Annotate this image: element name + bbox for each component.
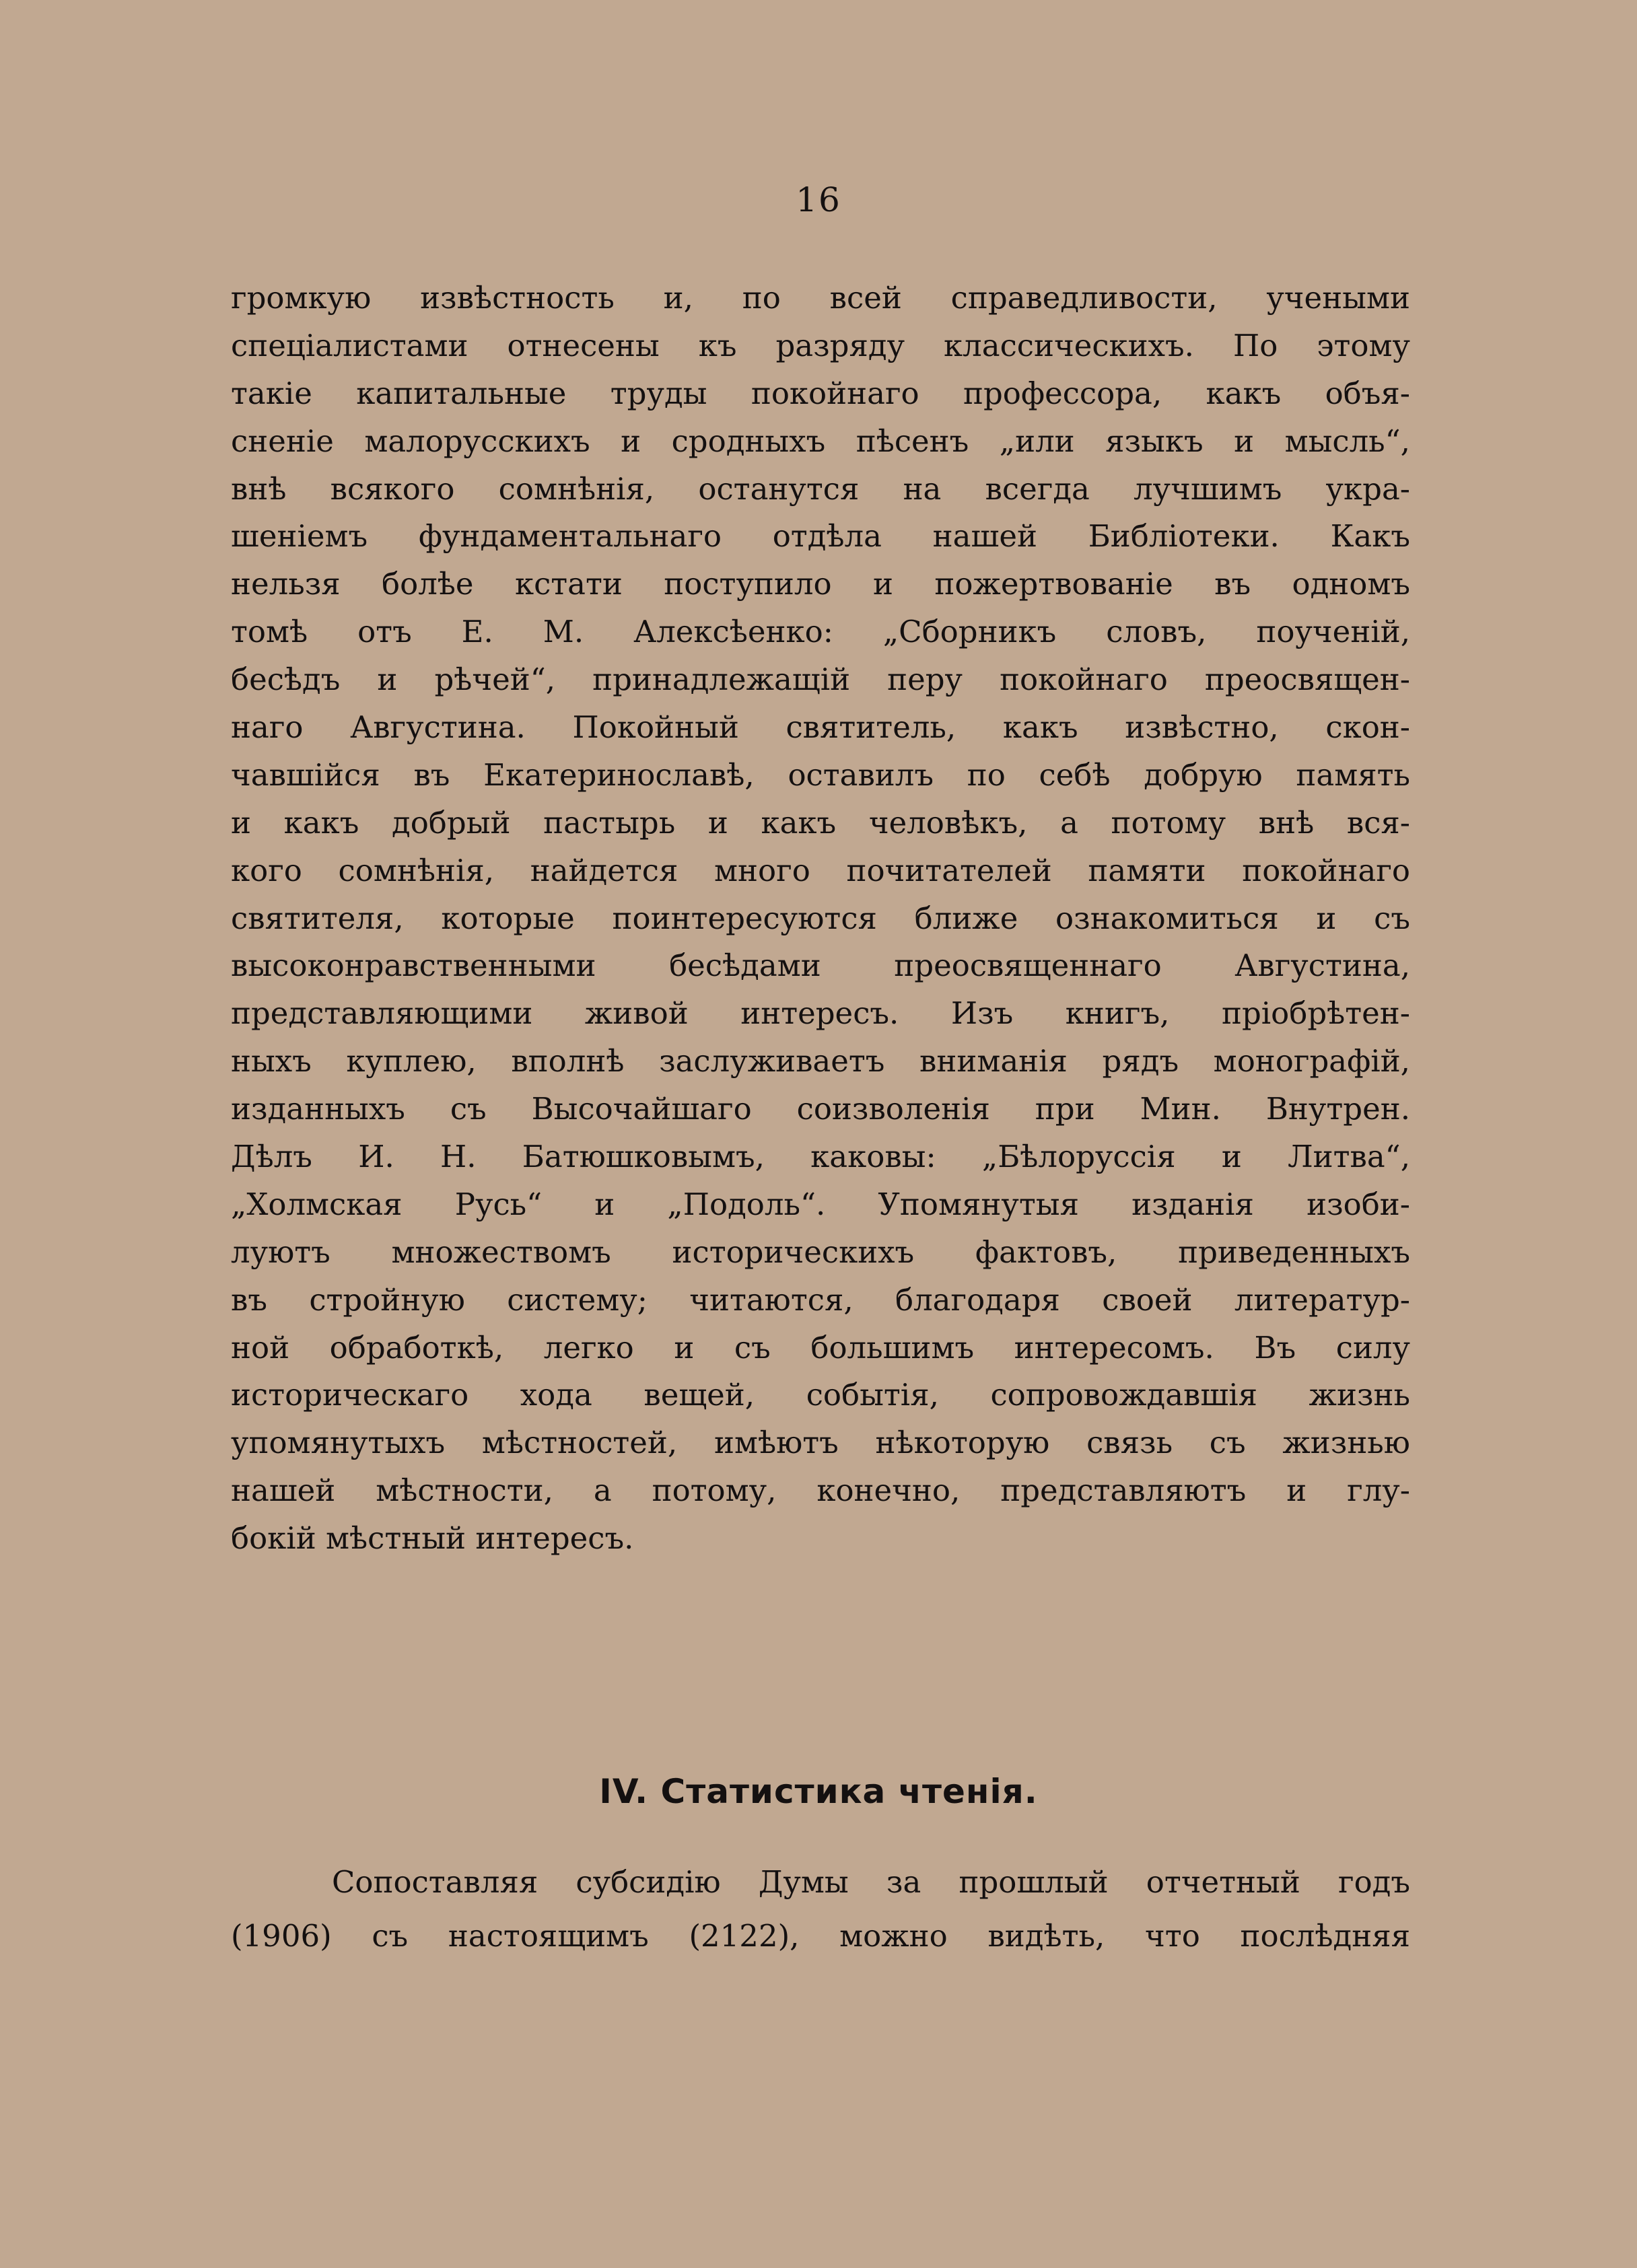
text-line: ной обработкѣ, легко и съ большимъ интересомъ. Въ силу bbox=[231, 1329, 1410, 1366]
text-line: томѣ отъ Е. М. Алексѣенко: „Сборникъ словъ, поученій, bbox=[231, 614, 1410, 650]
text-line: нашей мѣстности, а потому, конечно, представляютъ и глу- bbox=[231, 1473, 1410, 1509]
paragraph-main bbox=[231, 275, 1410, 1563]
text-line: чавшійся въ Екатеринославѣ, оставилъ по себѣ добрую память bbox=[231, 756, 1410, 793]
text-line: громкую извѣстность и, по всей справедливости, учеными bbox=[231, 280, 1410, 316]
text-line: внѣ всякого сомнѣнія, останутся на всегда лучшимъ укра- bbox=[231, 470, 1410, 507]
text-line: историческаго хода вещей, событія, сопровождавшія жизнь bbox=[231, 1377, 1410, 1413]
text-line: бесѣдъ и рѣчей“, принадлежащій перу покойнаго преосвящен- bbox=[231, 662, 1410, 698]
text-line: изданныхъ съ Высочайшаго соизволенія при Мин. Внутрен. bbox=[231, 1091, 1410, 1127]
text-line: Дѣлъ И. Н. Батюшковымъ, каковы: „Бѣлоруссія и Литва“, bbox=[231, 1139, 1410, 1175]
text-line: (1906) съ настоящимъ (2122), можно видѣть, что послѣдняя bbox=[231, 1918, 1410, 1954]
text-line: наго Августина. Покойный святитель, какъ извѣстно, скон- bbox=[231, 709, 1410, 746]
text-line: святителя, которые поинтересуются ближе ознакомиться и съ bbox=[231, 900, 1410, 936]
text-line: шеніемъ фундаментальнаго отдѣла нашей Библіотеки. Какъ bbox=[231, 518, 1410, 555]
text-line: представляющими живой интересъ. Изъ книгъ, пріобрѣтен- bbox=[231, 995, 1410, 1032]
page-number: 16 bbox=[796, 180, 841, 219]
text-line: сненіе малорусскихъ и сродныхъ пѣсенъ „или языкъ и мысль“, bbox=[231, 423, 1410, 459]
text-line: въ стройную систему; читаются, благодаря своей литератур- bbox=[231, 1281, 1410, 1318]
text-line: „Холмская Русь“ и „Подоль“. Упомянутыя изданія изоби- bbox=[231, 1186, 1410, 1222]
text-line: такіе капитальные труды покойнаго профессора, какъ объя- bbox=[231, 375, 1410, 411]
text-line: луютъ множествомъ историческихъ фактовъ, приведенныхъ bbox=[231, 1234, 1410, 1270]
text-line: Сопоставляя субсидію Думы за прошлый отчетный годъ bbox=[332, 1864, 1410, 1900]
text-line: кого сомнѣнія, найдется много почитателей памяти покойнаго bbox=[231, 852, 1410, 888]
text-line: упомянутыхъ мѣстностей, имѣютъ нѣкоторую связь съ жизнью bbox=[231, 1425, 1410, 1461]
section-heading: IV. Статистика чтенія. bbox=[599, 1772, 1038, 1811]
text-line: ныхъ куплею, вполнѣ заслуживаетъ вниманія рядъ монографій, bbox=[231, 1043, 1410, 1079]
text-line: бокій мѣстный интересъ. bbox=[231, 1520, 634, 1557]
text-line: спеціалистами отнесены къ разряду классическихъ. По этому bbox=[231, 327, 1410, 363]
text-line: нельзя болѣе кстати поступило и пожертвованіе въ одномъ bbox=[231, 566, 1410, 602]
paragraph-statistics bbox=[231, 1855, 1410, 1963]
text-line: высоконравственными бесѣдами преосвященнаго Августина, bbox=[231, 948, 1410, 984]
text-line: и какъ добрый пастырь и какъ человѣкъ, а потому внѣ вся- bbox=[231, 804, 1410, 841]
